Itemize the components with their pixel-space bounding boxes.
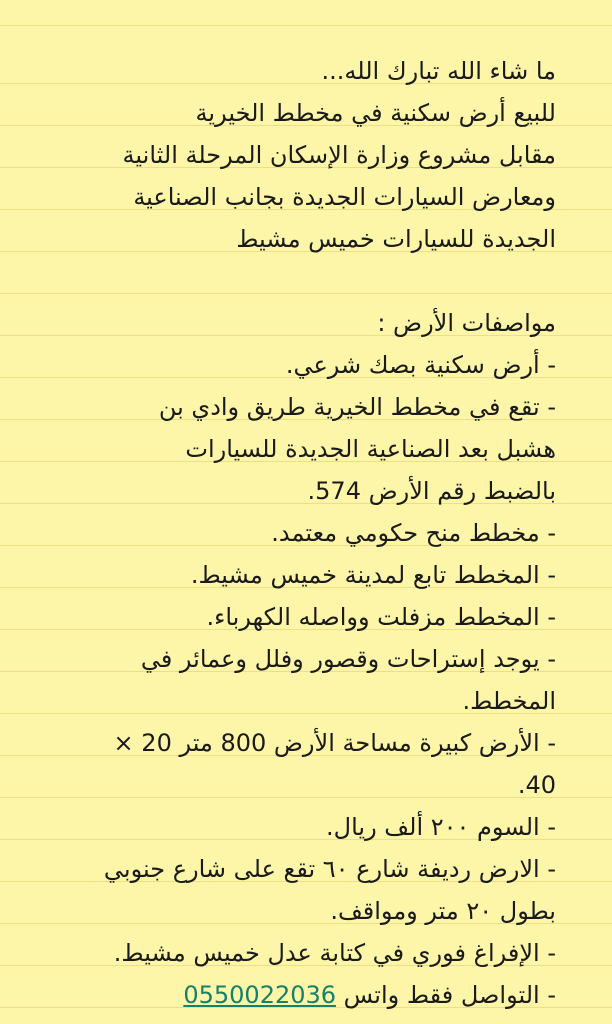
note-body[interactable]: [50, 50, 556, 1016]
spec-line: - الارض رديفة شارع ٦٠ تقع على شارع جنوبي: [103, 855, 556, 883]
spec-line: 40.: [517, 771, 556, 799]
spec-line: بطول ٢٠ متر ومواقف.: [330, 897, 556, 925]
spec-line: - تقع في مخطط الخيرية طريق وادي بن: [158, 393, 556, 421]
spec-line: - الأرض كبيرة مساحة الأرض 800 متر 20 ×: [113, 729, 556, 757]
contact-prefix: - التواصل فقط واتس: [336, 981, 556, 1009]
spec-line: المخطط.: [462, 687, 556, 715]
spec-line: - المخطط تابع لمدينة خميس مشيط.: [190, 561, 556, 589]
specs-heading: مواصفات الأرض :: [377, 309, 556, 337]
spec-line: - الإفراغ فوري في كتابة عدل خميس مشيط.: [113, 939, 556, 967]
note-line: الجديدة للسيارات خميس مشيط: [236, 225, 556, 253]
blank-line: [50, 260, 556, 302]
spec-line: - السوم ٢٠٠ ألف ريال.: [326, 813, 556, 841]
spec-line: - المخطط مزفلت وواصله الكهرباء.: [206, 603, 556, 631]
note-line: ما شاء الله تبارك الله...: [321, 57, 556, 85]
phone-number-link[interactable]: 0550022036: [183, 981, 337, 1009]
spec-line: - أرض سكنية بصك شرعي.: [285, 351, 556, 379]
note-line: ومعارض السيارات الجديدة بجانب الصناعية: [133, 183, 556, 211]
spec-line: بالضبط رقم الأرض 574.: [307, 477, 556, 505]
spec-line: هشبل بعد الصناعية الجديدة للسيارات: [185, 435, 556, 463]
note-line: مقابل مشروع وزارة الإسكان المرحلة الثانية: [122, 141, 556, 169]
spec-line: - يوجد إستراحات وقصور وفلل وعمائر في: [140, 645, 556, 673]
spec-line: - مخطط منح حكومي معتمد.: [271, 519, 556, 547]
contact-line: [50, 974, 556, 1016]
note-line: للبيع أرض سكنية في مخطط الخيرية: [195, 99, 556, 127]
